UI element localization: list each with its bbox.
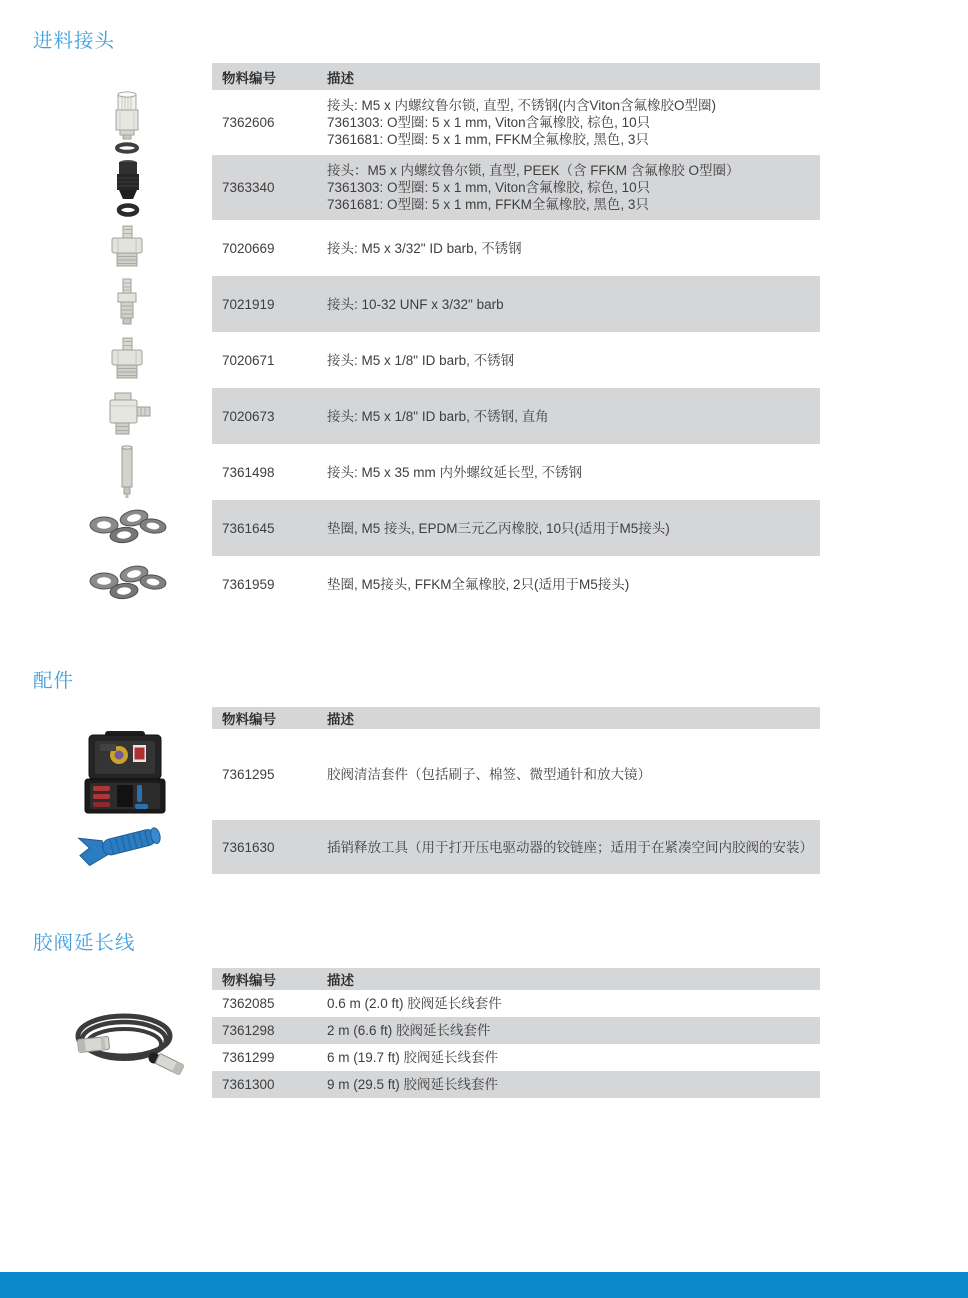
table-row <box>0 444 968 500</box>
description-cell <box>327 576 820 593</box>
washer-set-icon <box>86 507 168 549</box>
part-number: 7021919 <box>222 296 275 312</box>
description-cell <box>327 1071 820 1098</box>
description-line: 接头: M5 x 内螺纹鲁尔锁, 直型, 不锈钢(内含Viton含氟橡胶O型圈) <box>327 98 717 113</box>
part-number: 7361959 <box>222 576 275 592</box>
description-line: 接头: M5 x 1/8" ID barb, 不锈钢 <box>327 352 515 368</box>
fitting-right-angle-icon <box>101 392 153 440</box>
table-row <box>0 500 968 556</box>
product-image-cell <box>0 444 212 500</box>
product-image-cell <box>0 500 212 556</box>
description-cell <box>327 766 820 783</box>
footer-bar <box>0 1272 968 1298</box>
part-number: 7361295 <box>222 767 275 782</box>
fitting-barb-icon <box>104 225 150 271</box>
part-number: 7361298 <box>222 1023 275 1038</box>
product-image-cell <box>0 729 212 820</box>
description-line: 接头：M5 x 内螺纹鲁尔锁, 直型, PEEK（含 FFKM 含氟橡胶 O型圈） <box>327 163 740 178</box>
product-image-cell <box>0 90 212 155</box>
description-cell <box>327 1044 820 1071</box>
section-title-accessories: 配件 <box>33 670 75 692</box>
table-row-cells <box>212 729 820 820</box>
washer-set-icon <box>86 563 168 605</box>
table-row-cells <box>212 220 820 276</box>
extension-cable-coil-icon <box>68 1006 184 1078</box>
description-line: 接头: M5 x 1/8" ID barb, 不锈钢, 直角 <box>327 408 549 424</box>
product-image-cell <box>0 276 212 332</box>
part-number: 7361299 <box>222 1050 275 1065</box>
table-row-cells <box>212 990 820 1017</box>
table-row <box>0 155 968 220</box>
table-row <box>0 276 968 332</box>
fitting-barb-unf-icon <box>112 278 142 330</box>
description-line: 2 m (6.6 ft) 胶阀延长线套件 <box>327 1023 491 1038</box>
description-cell <box>327 97 820 148</box>
part-number: 7361498 <box>222 464 275 480</box>
table-row-cells <box>212 500 820 556</box>
table-body <box>0 729 968 874</box>
part-number: 7361300 <box>222 1077 275 1092</box>
section-accessories <box>0 668 968 874</box>
product-image-cell <box>0 155 212 220</box>
column-header-part-number: 物料编号 <box>222 973 276 988</box>
table-row <box>0 388 968 444</box>
part-number: 7362606 <box>222 115 275 130</box>
cleaning-kit-case-icon <box>79 731 175 819</box>
table-row-cells <box>212 1017 820 1044</box>
table-row-cells <box>212 90 820 155</box>
part-number: 7361645 <box>222 520 275 536</box>
description-cell <box>327 520 820 537</box>
description-line: 接头: 10-32 UNF x 3/32" barb <box>327 296 504 312</box>
table-row <box>0 90 968 155</box>
description-cell <box>327 240 820 257</box>
table-body <box>0 90 968 612</box>
description-cell <box>327 162 820 213</box>
description-line: 0.6 m (2.0 ft) 胶阀延长线套件 <box>327 996 502 1011</box>
product-image-cell <box>0 388 212 444</box>
part-number: 7020673 <box>222 408 275 424</box>
table-row <box>0 820 968 874</box>
column-header-description: 描述 <box>327 70 354 86</box>
description-line: 9 m (29.5 ft) 胶阀延长线套件 <box>327 1077 499 1092</box>
description-cell <box>327 1017 820 1044</box>
product-image-cell <box>0 220 212 276</box>
description-line: 胶阀清洁套件（包括刷子、棉签、微型通针和放大镜） <box>327 767 651 782</box>
description-line: 7361681: O型圈: 5 x 1 mm, FFKM全氟橡胶, 黑色, 3只 <box>327 132 649 147</box>
description-line: 7361681: O型圈: 5 x 1 mm, FFKM全氟橡胶, 黑色, 3只 <box>327 197 649 212</box>
table-header <box>212 63 820 90</box>
column-header-part-number: 物料编号 <box>222 712 276 727</box>
part-number: 7020671 <box>222 352 275 368</box>
pin-release-tool-icon <box>75 820 179 874</box>
description-line: 接头: M5 x 3/32" ID barb, 不锈钢 <box>327 240 522 256</box>
description-cell <box>327 839 820 856</box>
table-row-cells <box>212 276 820 332</box>
fitting-luer-steel-icon <box>105 91 149 155</box>
fitting-peek-black-icon <box>107 157 147 219</box>
table-row <box>0 729 968 820</box>
table-row-cells <box>212 556 820 612</box>
part-number: 7020669 <box>222 240 275 256</box>
description-line: 7361303: O型圈: 5 x 1 mm, Viton含氟橡胶, 棕色, 10只 <box>327 180 651 195</box>
table-header <box>212 968 820 990</box>
description-line: 垫圈, M5接头, FFKM全氟橡胶, 2只(适用于M5接头) <box>327 576 630 592</box>
table-row <box>0 556 968 612</box>
table-row <box>0 220 968 276</box>
description-line: 6 m (19.7 ft) 胶阀延长线套件 <box>327 1050 499 1065</box>
fitting-extension-rod-icon <box>117 445 137 499</box>
table-row <box>0 332 968 388</box>
table-header <box>212 707 820 729</box>
table-row-cells <box>212 444 820 500</box>
section-valve-extension-cables <box>0 930 968 1098</box>
description-line: 垫圈, M5 接头, EPDM三元乙丙橡胶, 10只(适用于M5接头) <box>327 520 670 536</box>
description-line: 插销释放工具（用于打开压电驱动器的铰链座；适用于在紧凑空间内胶阀的安装） <box>327 839 813 855</box>
part-number: 7362085 <box>222 996 275 1011</box>
part-number: 7361630 <box>222 839 275 855</box>
section-feed-fittings <box>0 28 968 612</box>
description-cell <box>327 408 820 425</box>
column-header-part-number: 物料编号 <box>222 70 276 86</box>
part-number: 7363340 <box>222 180 275 195</box>
product-image-cell <box>0 332 212 388</box>
description-line: 7361303: O型圈: 5 x 1 mm, Viton含氟橡胶, 棕色, 10只 <box>327 115 651 130</box>
product-image-cell <box>0 820 212 874</box>
fitting-barb-icon <box>104 337 150 383</box>
section-title-valve-extension-cables: 胶阀延长线 <box>33 932 136 954</box>
table-row-cells <box>212 1044 820 1071</box>
column-header-description: 描述 <box>327 973 354 988</box>
description-cell <box>327 352 820 369</box>
description-line: 接头: M5 x 35 mm 内外螺纹延长型, 不锈钢 <box>327 464 583 480</box>
description-cell <box>327 296 820 313</box>
product-image-cell <box>0 556 212 612</box>
table-row-cells <box>212 388 820 444</box>
table-row-cells <box>212 820 820 874</box>
table-row-cells <box>212 155 820 220</box>
column-header-description: 描述 <box>327 712 354 727</box>
description-cell <box>327 464 820 481</box>
table-row-cells <box>212 1071 820 1098</box>
section-title-feed-fittings: 进料接头 <box>33 30 116 52</box>
description-cell <box>327 990 820 1017</box>
table-row-cells <box>212 332 820 388</box>
